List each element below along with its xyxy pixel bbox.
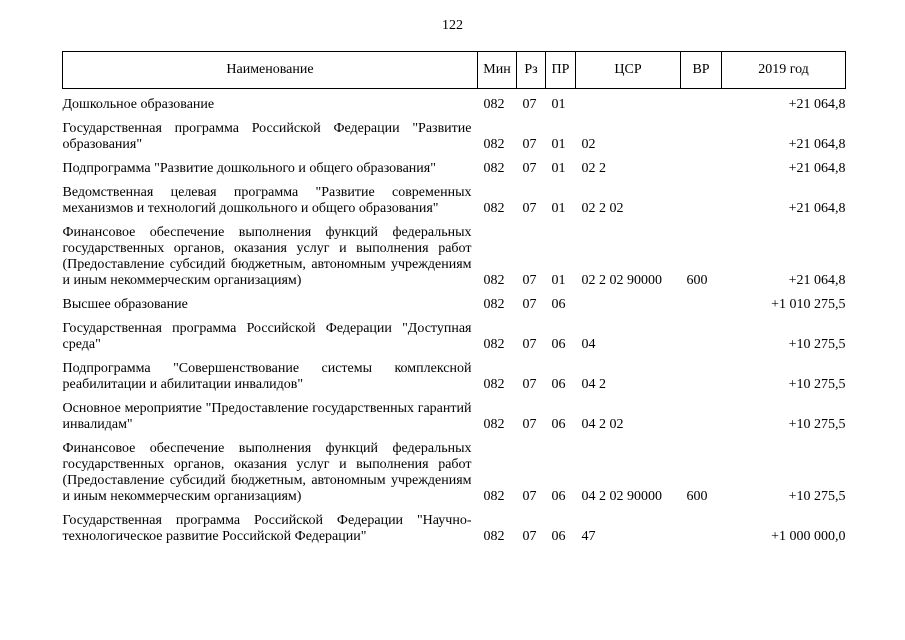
header-pr: ПР: [546, 52, 576, 89]
cell-csr: 04 2 02 90000: [581, 489, 662, 504]
row-spacer: [63, 393, 846, 401]
row-spacer-cell: [63, 113, 846, 121]
row-spacer: [63, 289, 846, 297]
cell-pr: 06: [551, 489, 566, 504]
table-row: [63, 225, 846, 289]
cell-min: 082: [483, 529, 505, 544]
cell-amount: +21 064,8: [788, 97, 846, 112]
row-spacer-cell: [63, 433, 846, 441]
row-spacer-cell: [63, 89, 846, 98]
budget-table: [62, 51, 846, 545]
table-row: [63, 97, 846, 113]
cell-min: 082: [483, 137, 505, 152]
cell-csr: 02: [581, 137, 596, 152]
cell-pr: 01: [551, 97, 566, 112]
cell-name: Высшее образование: [62, 297, 188, 312]
cell-csr: 04 2: [581, 377, 606, 392]
cell-amount: +21 064,8: [788, 273, 846, 288]
cell-min: 082: [483, 489, 505, 504]
cell-pr: 01: [551, 201, 566, 216]
table-row: [63, 513, 846, 545]
row-spacer: [63, 89, 846, 98]
cell-rz: 07: [522, 97, 537, 112]
cell-csr: [576, 97, 681, 113]
row-spacer: [63, 505, 846, 513]
table-body: [63, 89, 846, 546]
row-spacer-cell: [63, 217, 846, 225]
cell-csr: 04 2 02: [581, 417, 624, 432]
cell-name: Финансовое обеспечение выполнения функций федеральных государственных органов, оказания услуг и выполнения работ (Предоставление субсидий бюджетным, автономным учреждениям и иным некоммерческим организациям): [62, 441, 472, 504]
cell-name: Государственная программа Российской Федерации "Научно-технологическое развитие Российской Федерации": [62, 513, 472, 544]
table-row: [63, 321, 846, 353]
cell-rz: 07: [522, 489, 537, 504]
cell-min: 082: [483, 97, 505, 112]
table-row: [63, 361, 846, 393]
table-row: [63, 185, 846, 217]
row-spacer: [63, 353, 846, 361]
cell-min: 082: [483, 161, 505, 176]
cell-pr: 06: [551, 297, 566, 312]
row-spacer-cell: [63, 289, 846, 297]
cell-min: 082: [483, 417, 505, 432]
cell-amount: +21 064,8: [788, 201, 846, 216]
cell-vr: [681, 97, 722, 113]
row-spacer: [63, 313, 846, 321]
cell-min: 082: [483, 337, 505, 352]
cell-pr: 01: [551, 273, 566, 288]
header-rz: Рз: [517, 52, 546, 89]
cell-name: Дошкольное образование: [62, 97, 215, 112]
cell-rz: 07: [522, 137, 537, 152]
header-name: Наименование: [63, 52, 478, 89]
cell-rz: 07: [522, 529, 537, 544]
cell-rz: 07: [522, 201, 537, 216]
cell-csr: 02 2 02: [581, 201, 624, 216]
cell-name: Государственная программа Российской Федерации "Доступная среда": [62, 321, 472, 352]
cell-vr: [681, 321, 722, 353]
cell-csr: 04: [581, 337, 596, 352]
cell-pr: 06: [551, 377, 566, 392]
table-row: [63, 121, 846, 153]
cell-min: 082: [483, 201, 505, 216]
cell-min: 082: [483, 273, 505, 288]
cell-amount: +10 275,5: [788, 417, 846, 432]
cell-vr: [681, 513, 722, 545]
cell-name: Государственная программа Российской Федерации "Развитие образования": [62, 121, 472, 152]
cell-amount: +1 000 000,0: [771, 529, 846, 544]
cell-vr: [681, 401, 722, 433]
header-year: 2019 год: [722, 52, 846, 89]
cell-vr: [681, 161, 722, 177]
cell-name: Подпрограмма "Совершенствование системы комплексной реабилитации и абилитации инвалидов": [62, 361, 472, 392]
row-spacer: [63, 433, 846, 441]
cell-vr: 600: [686, 273, 708, 288]
cell-pr: 01: [551, 161, 566, 176]
cell-name: Подпрограмма "Развитие дошкольного и общего образования": [62, 161, 436, 176]
page-number: 122: [442, 18, 463, 33]
row-spacer-cell: [63, 505, 846, 513]
cell-vr: [681, 361, 722, 393]
row-spacer: [63, 153, 846, 161]
row-spacer-cell: [63, 393, 846, 401]
cell-rz: 07: [522, 297, 537, 312]
cell-vr: [681, 185, 722, 217]
cell-rz: 07: [522, 337, 537, 352]
cell-amount: +21 064,8: [788, 161, 846, 176]
table-header-row: [63, 52, 846, 89]
cell-vr: [681, 121, 722, 153]
table-row: [63, 297, 846, 313]
row-spacer-cell: [63, 353, 846, 361]
cell-rz: 07: [522, 273, 537, 288]
header-min: Мин: [478, 52, 517, 89]
cell-amount: +10 275,5: [788, 489, 846, 504]
row-spacer-cell: [63, 177, 846, 185]
cell-min: 082: [483, 297, 505, 312]
cell-amount: +21 064,8: [788, 137, 846, 152]
cell-pr: 06: [551, 529, 566, 544]
cell-pr: 06: [551, 417, 566, 432]
cell-rz: 07: [522, 417, 537, 432]
cell-csr: 47: [581, 529, 596, 544]
header-csr: ЦСР: [576, 52, 681, 89]
cell-csr: 02 2 02 90000: [581, 273, 662, 288]
cell-min: 082: [483, 377, 505, 392]
table-row: [63, 441, 846, 505]
cell-amount: +10 275,5: [788, 337, 846, 352]
cell-amount: +1 010 275,5: [771, 297, 846, 312]
cell-pr: 01: [551, 137, 566, 152]
row-spacer-cell: [63, 313, 846, 321]
cell-vr: 600: [686, 489, 708, 504]
cell-pr: 06: [551, 337, 566, 352]
row-spacer: [63, 177, 846, 185]
table-row: [63, 401, 846, 433]
cell-rz: 07: [522, 377, 537, 392]
cell-name: Основное мероприятие "Предоставление государственных гарантий инвалидам": [62, 401, 472, 432]
cell-csr: [576, 297, 681, 313]
row-spacer: [63, 113, 846, 121]
row-spacer: [63, 217, 846, 225]
header-vr: ВР: [681, 52, 722, 89]
cell-csr: 02 2: [581, 161, 606, 176]
cell-name: Ведомственная целевая программа "Развитие современных механизмов и технологий дошкольного и общего образования": [62, 185, 472, 216]
row-spacer-cell: [63, 153, 846, 161]
cell-rz: 07: [522, 161, 537, 176]
cell-vr: [681, 297, 722, 313]
cell-name: Финансовое обеспечение выполнения функций федеральных государственных органов, оказания услуг и выполнения работ (Предоставление субсидий бюджетным, автономным учреждениям и иным некоммерческим организациям): [62, 225, 472, 288]
cell-amount: +10 275,5: [788, 377, 846, 392]
table-row: [63, 161, 846, 177]
